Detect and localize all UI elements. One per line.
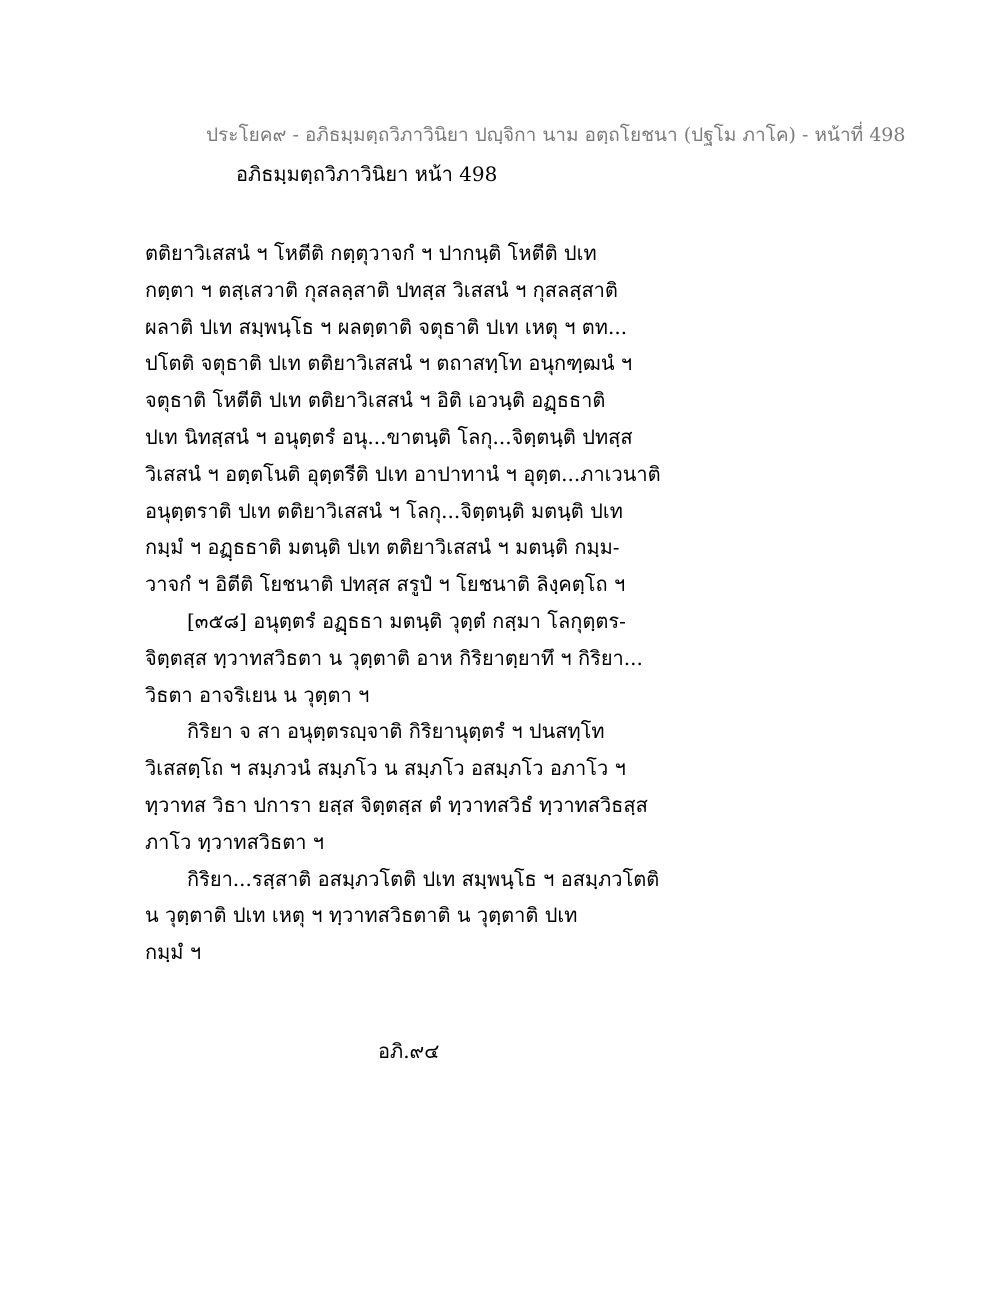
paragraph-start-line: กิริยา จ สา อนุตฺตรญฺจาติ กิริยานุตฺตรํ ฯ ปนสทฺโท (187, 719, 605, 744)
text-line: วิเสสนํ ฯ อตฺตโนติ อุตฺตรีติ ปเท อาปาทานํ ฯ อุตฺต...ภาเวนาติ (145, 461, 661, 486)
text-line: กมฺมํ ฯ (145, 940, 202, 965)
text-line: อนุตฺตราติ ปเท ตติยาวิเสสนํ ฯ โลกุ...จิตฺตนฺติ มตนฺติ ปเท (145, 498, 623, 523)
text-line: วิธตา อาจริเยน น วุตฺตา ฯ (145, 682, 370, 707)
text-line: ภาโว ทฺวาทสวิธตา ฯ (145, 829, 325, 854)
text-line: จตุธาติ โหตีติ ปเท ตติยาวิเสสนํ ฯ อิติ เอวนฺติ อฏฺธธาติ (145, 388, 606, 413)
text-line: กตฺตา ฯ ตสฺเสวาติ กุสลลฺสาติ ปทสฺส วิเสสนํ ฯ กุสลสฺสาติ (145, 277, 618, 302)
text-line: น วุตฺตาติ ปเท เหตุ ฯ ทฺวาทสวิธตาติ น วุตฺตาติ ปเท (145, 903, 578, 928)
page-title: อภิธมฺมตฺถวิภาวินิยา หน้า 498 (236, 162, 498, 186)
text-line: ปเท นิทสฺสนํ ฯ อนุตฺตรํ อนุ...ขาตนฺติ โลกุ...จิตฺตนฺติ ปทสฺส (145, 424, 633, 449)
text-line: วาจกํ ฯ อิตีติ โยชนาติ ปทสฺส สรูปํ ฯ โยชนาติ ลิงฺคตฺโถ ฯ (145, 572, 626, 597)
text-line: ปโตติ จตุธาติ ปเท ตติยาวิเสสนํ ฯ ตถาสทฺโท อนุกฑฺฒนํ ฯ (145, 351, 633, 376)
body-text (145, 235, 705, 971)
text-line: ผลาติ ปเท สมฺพนฺโธ ฯ ผลตฺตาติ จตุธาติ ปเท เหตุ ฯ ตท... (145, 314, 628, 339)
page-code: อภิ.๙๔ (378, 1039, 440, 1063)
text-line: กมฺมํ ฯ อฏฺธธาติ มตนฺติ ปเท ตติยาวิเสสนํ ฯ มตนฺติ กมฺม- (145, 535, 620, 560)
text-line: วิเสสตฺโถ ฯ สมฺภวนํ สมฺภโว น สมฺภโว อสมฺภโว อภาโว ฯ (145, 756, 626, 781)
text-line: ทฺวาทส วิธา ปการา ยสฺส จิตฺตสฺส ตํ ทฺวาทสวิธํ ทฺวาทสวิธสฺส (145, 792, 648, 817)
text-line: จิตฺตสฺส ทฺวาทสวิธตา น วุตฺตาติ อาห กิริยาตฺยาทึ ฯ กิริยา... (145, 645, 643, 670)
paragraph-start-line: กิริยา...รสฺสาติ อสมฺภวโตติ ปเท สมฺพนฺโธ ฯ อสมฺภวโตติ (187, 866, 660, 891)
text-line: ตติยาวิเสสนํ ฯ โหตีติ กตฺตุวาจกํ ฯ ปากนฺติ โหตีติ ปเท (145, 241, 597, 265)
paragraph-start-line: [๓๕๘] อนุตฺตรํ อฏฺธธา มตนฺติ วุตฺตํ กสฺมา โลกุตฺตร- (187, 608, 626, 633)
running-header: ประโยค๙ - อภิธมฺมตฺถวิภาวินิยา ปญฺจิกา นาม อตฺถโยชนา (ปฐโม ภาโค) - หน้าที่ 498 (206, 124, 906, 146)
